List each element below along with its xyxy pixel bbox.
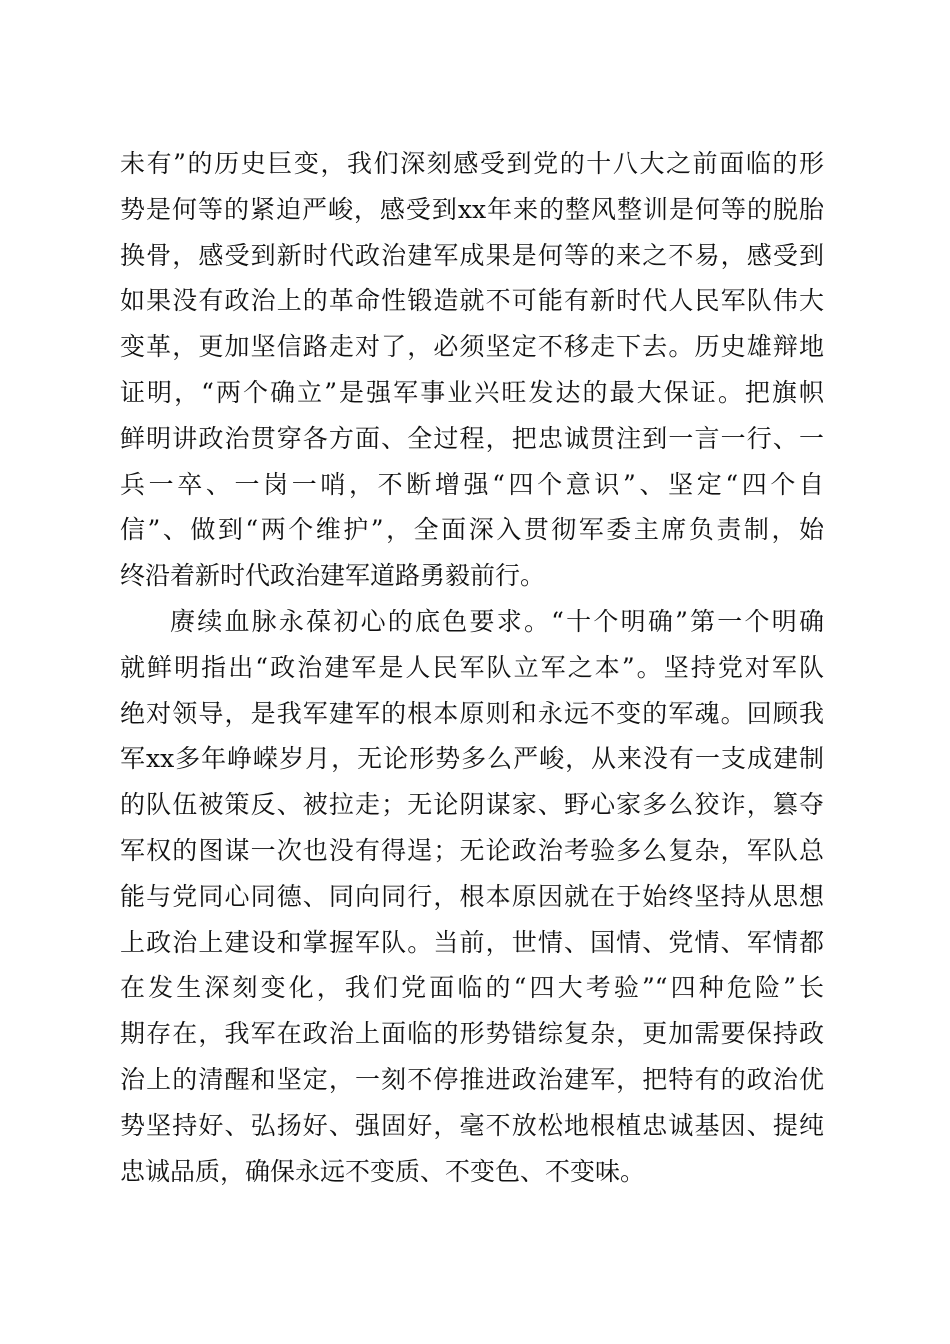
text-line: 赓续血脉永葆初心的底色要求。“十个明确”第一个明确 — [170, 606, 824, 636]
text-line: 变革，更加坚信路走对了，必须坚定不移走下去。历史雄辩地 — [120, 332, 824, 362]
text-line: 治上的清醒和坚定，一刻不停推进政治建军，把特有的政治优 — [120, 1064, 824, 1094]
text-line: 如果没有政治上的革命性锻造就不可能有新时代人民军队伟大 — [120, 286, 824, 316]
body-text — [120, 141, 824, 1194]
text-line: 鲜明讲政治贯穿各方面、全过程，把忠诚贯注到一言一行、一 — [120, 423, 824, 453]
text-line: 军权的图谋一次也没有得逞；无论政治考验多么复杂，军队总 — [120, 835, 824, 865]
text-line: 换骨，感受到新时代政治建军成果是何等的来之不易，感受到 — [120, 240, 824, 270]
text-line: 终沿着新时代政治建军道路勇毅前行。 — [120, 561, 546, 591]
text-line: 期存在，我军在政治上面临的形势错综复杂，更加需要保持政 — [120, 1019, 824, 1049]
text-line: 的队伍被策反、被拉走；无论阴谋家、野心家多么狡诈，篡夺 — [120, 790, 824, 820]
text-line: 势是何等的紧迫严峻，感受到xx年来的整风整训是何等的脱胎 — [120, 194, 824, 224]
text-line: 兵一卒、一岗一哨，不断增强“四个意识”、坚定“四个自 — [120, 469, 824, 499]
text-line: 势坚持好、弘扬好、强固好，毫不放松地根植忠诚基因、提纯 — [120, 1110, 824, 1140]
text-line: 未有”的历史巨变，我们深刻感受到党的十八大之前面临的形 — [120, 149, 824, 178]
text-line: 忠诚品质，确保永远不变质、不变色、不变味。 — [120, 1156, 646, 1186]
text-line: 信”、做到“两个维护”，全面深入贯彻军委主席负责制，始 — [120, 515, 824, 545]
text-line: 军xx多年峥嵘岁月，无论形势多么严峻，从来没有一支成建制 — [120, 744, 824, 774]
paragraph-2 — [120, 599, 824, 1194]
text-line: 在发生深刻变化，我们党面临的“四大考验”“四种危险”长 — [120, 973, 824, 1003]
text-line: 证明，“两个确立”是强军事业兴旺发达的最大保证。把旗帜 — [120, 377, 824, 407]
text-line: 就鲜明指出“政治建军是人民军队立军之本”。坚持党对军队 — [120, 652, 824, 682]
text-line: 能与党同心同德、同向同行，根本原因就在于始终坚持从思想 — [120, 881, 824, 911]
paragraph-1 — [120, 141, 824, 599]
text-line: 绝对领导，是我军建军的根本原则和永远不变的军魂。回顾我 — [120, 698, 824, 728]
text-line: 上政治上建设和掌握军队。当前，世情、国情、党情、军情都 — [120, 927, 824, 957]
